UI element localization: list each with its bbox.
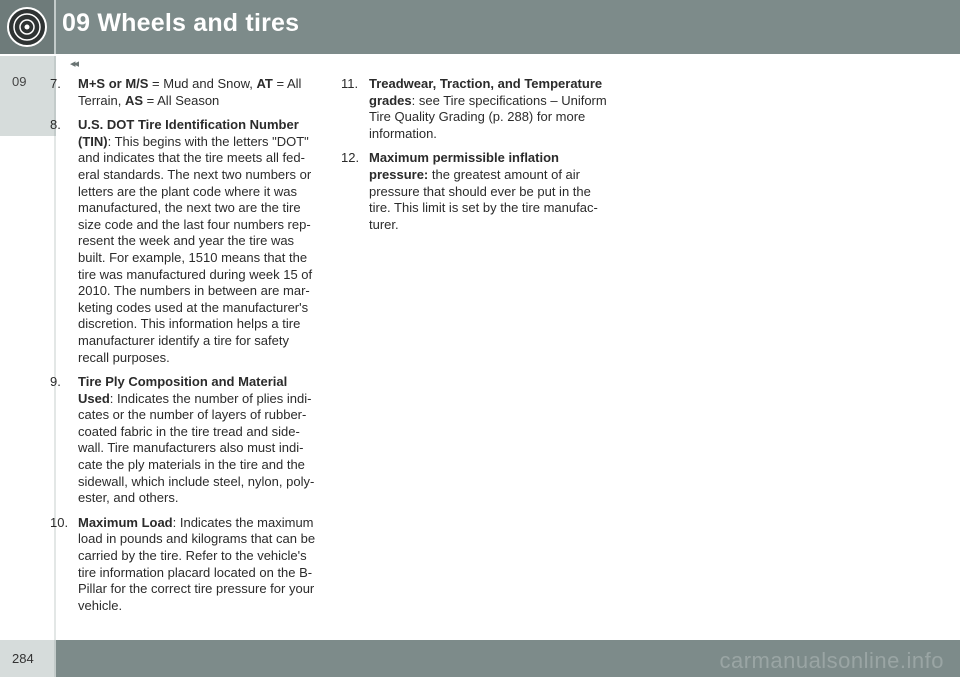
list-item [50,515,322,615]
continued-marker: ◂◂ [70,58,78,70]
tire-icon [0,0,54,54]
item-number: 12. [341,150,360,166]
item-number: 10. [50,514,69,530]
page-title: 09 Wheels and tires [62,9,300,37]
left-column [50,76,322,622]
item-text: the greatest amount of air pressure that should ever be put in the tire. This limit is set by the tire manufac-turer. [369,166,598,232]
section-icon-box [0,0,56,54]
item-number: 8. [50,117,61,133]
list-item [341,150,613,233]
item-text: : This begins with the letters "DOT" and indicates that the tire meets all fed-eral standards. The next two numbers or letters are the plant code where it was manufactured, the next two are the tire size code and the last four numbers rep-resent the week and year the tire was built. For example, 1510 means that the tire was manufactured during week 15 of 2010. The numbers in between are mar-keting codes used at the manufacturer's discretion. This information helps a tire manufacturer identify a tire for safety recall purposes. [78,133,313,365]
right-column [341,76,613,241]
item-text: : see Tire specifications – Uniform Tire Quality Grading (p. 288) for more information. [369,92,607,141]
item-term: Tire Ply Composition and Material Used [78,374,288,406]
item-term: Maximum permissible inflation pressure: [369,150,559,182]
item-text: = Mud and Snow, [148,76,257,91]
item-number: 9. [50,374,61,390]
item-term: AS [124,92,144,108]
item-text: = All Terrain, [78,76,302,108]
item-text: : Indicates the number of plies indi-cates or the number of layers of rubber-coated fabric in the tire tread and side-wall. Tire manufacturers also must indi-cate the ply materials in the tire and the sidewall, which include steel, nylon, poly-ester, and others. [78,390,315,506]
item-term: Maximum Load [78,514,173,530]
item-term: U.S. DOT Tire Identification Number (TIN) [78,117,299,149]
item-term: AT [256,76,273,91]
page-number-box [0,640,56,677]
list-item [50,374,322,507]
item-number: 11. [341,76,359,91]
page-header [0,0,960,54]
chapter-tab-label: 09 [12,74,27,89]
list-item [50,117,322,366]
watermark: carmanualsonline.info [719,648,944,673]
item-term: M+S or M/S [78,76,149,91]
list-item [50,76,322,109]
item-text: : Indicates the maximum load in pounds and kilograms that can be carried by the tire. Refer to the vehicle's tire information placard located on the B-Pillar for the correct tire pressure for your vehicle. [78,514,316,613]
chapter-tab [0,56,56,136]
list-item [341,76,613,142]
page-number: 284 [12,651,34,666]
item-text: = All Season [143,92,220,108]
item-term: Treadwear, Traction, and Temperature grades [369,76,603,108]
item-number: 7. [50,76,61,91]
